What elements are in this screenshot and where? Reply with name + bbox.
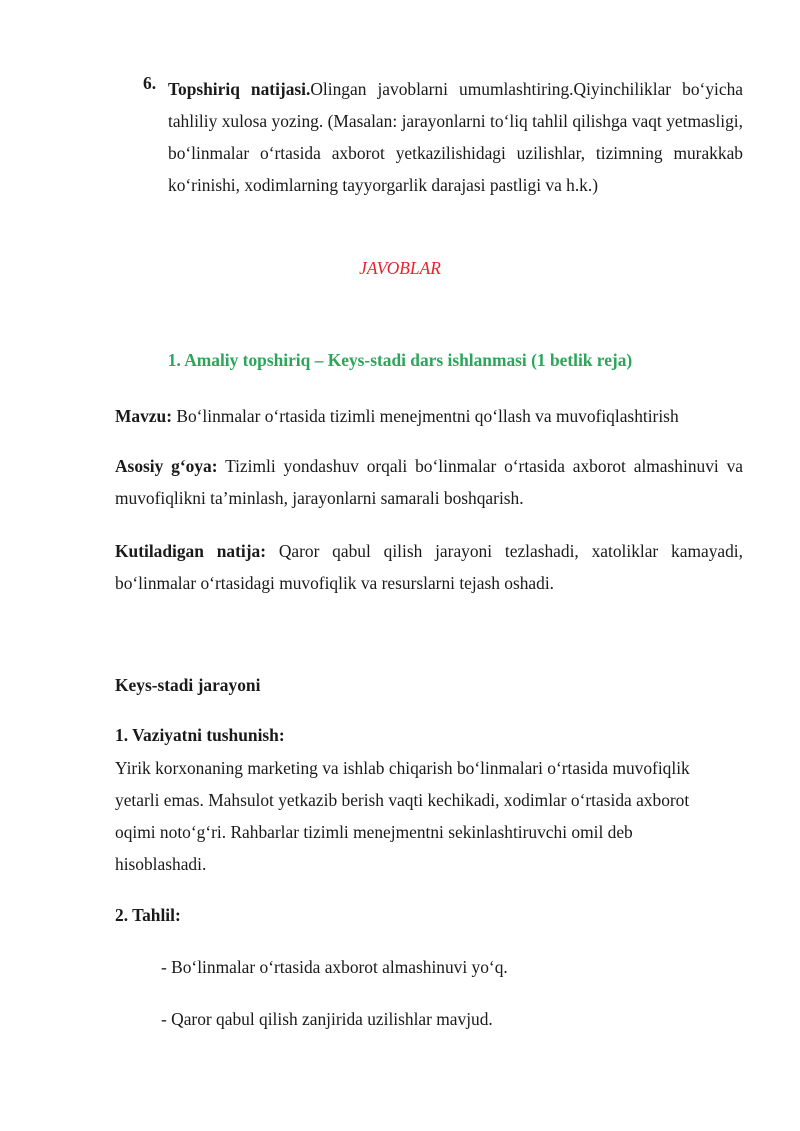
vaziyat-paragraph xyxy=(115,752,743,880)
natija-paragraph xyxy=(115,535,743,599)
tahlil-item: - Bo‘linmalar o‘rtasida axborot almashinuvi yo‘q. xyxy=(161,957,508,977)
vaziyat-line: Yirik korxonaning marketing va ishlab chiqarish bo‘linmalari o‘rtasida muvofiqlik xyxy=(115,758,690,778)
answers-heading: JAVOBLAR xyxy=(359,258,441,278)
tahlil-item: - Qaror qabul qilish zanjirida uzilishlar mavjud. xyxy=(161,1009,493,1029)
asosiy-goya-label: Asosiy g‘oya: xyxy=(115,456,218,476)
tahlil-heading: 2. Tahlil: xyxy=(115,905,181,925)
vaziyat-heading: 1. Vaziyatni tushunish: xyxy=(115,725,285,745)
natija-text: Qaror qabul qilish jarayoni tezlashadi, xatoliklar kamayadi, bo‘linmalar o‘rtasidagi muvofiqlik va resurslarni tejash oshadi. xyxy=(115,541,743,593)
asosiy-goya-text: Tizimli yondashuv orqali bo‘linmalar o‘rtasida axborot almashinuvi va muvofiqlikni ta’minlash, jarayonlarni samarali boshqarish. xyxy=(115,456,744,508)
task-text: Olingan javoblarni umumlashtiring.Qiyinchiliklar bo‘yicha tahliliy xulosa yozing. (Masalan: jarayonlarni to‘liq tahlil qilishga vaqt yetmasligi, bo‘linmalar o‘rtasida axborot yetkazilishidagi uzilishlar, tizimning murakkab ko‘rinishi, xodimlarning tayyorgarlik darajasi pastligi va h.k.) xyxy=(168,79,743,195)
mavzu-text: Bo‘linmalar o‘rtasida tizimli menejmentni qo‘llash va muvofiqlashtirish xyxy=(172,406,679,426)
section-title: 1. Amaliy topshiriq – Keys-stadi dars ishlanmasi (1 betlik reja) xyxy=(167,350,633,370)
vaziyat-line: hisoblashadi. xyxy=(115,854,207,874)
vaziyat-line: oqimi noto‘g‘ri. Rahbarlar tizimli menejmentni sekinlashtiruvchi omil deb xyxy=(115,822,633,842)
task-item xyxy=(143,73,743,201)
mavzu-label: Mavzu: xyxy=(115,406,172,426)
task-body xyxy=(168,73,743,201)
task-title: Topshiriq natijasi. xyxy=(168,79,311,99)
natija-label: Kutiladigan natija: xyxy=(115,541,266,561)
vaziyat-line: yetarli emas. Mahsulot yetkazib berish vaqti kechikadi, xodimlar o‘rtasida axborot xyxy=(115,790,690,810)
mavzu-paragraph xyxy=(115,400,743,432)
task-number: 6. xyxy=(143,73,157,93)
keys-stadi-heading: Keys-stadi jarayoni xyxy=(115,675,261,695)
asosiy-goya-paragraph xyxy=(115,450,743,514)
